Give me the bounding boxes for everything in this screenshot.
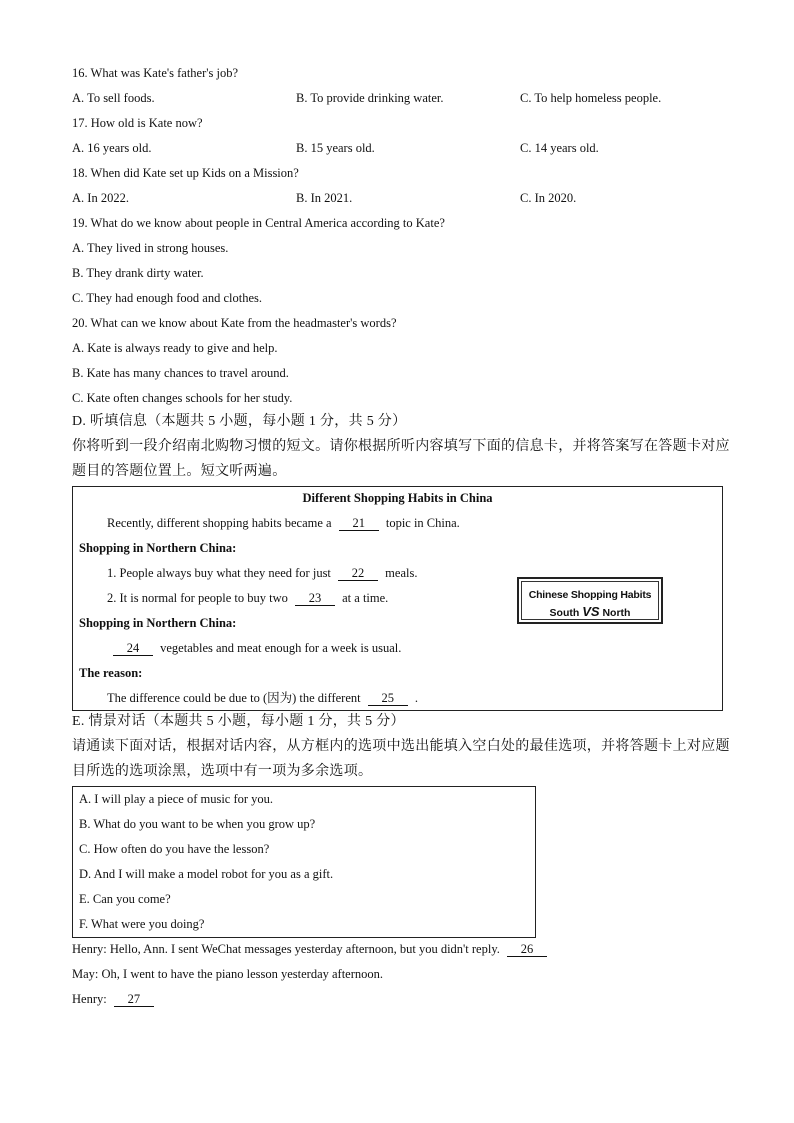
question-19: 19. What do we know about people in Central America according to Kate? bbox=[72, 216, 445, 230]
info-card-title: Different Shopping Habits in China bbox=[302, 491, 493, 505]
section-e-instruction-2: 目所选的选项涂黑，选项中有一项为多余选项。 bbox=[72, 764, 373, 779]
section-e-instruction-1: 请通读下面对话，根据对话内容，从方框内的选项中选出能填入空白处的最佳选项，并将答题卡上对应题 bbox=[72, 739, 730, 754]
info-card-intro bbox=[107, 515, 460, 531]
reason-heading: The reason: bbox=[79, 666, 143, 680]
option-c: C. How often do you have the lesson? bbox=[79, 842, 270, 856]
item1-text-pre: 1. People always buy what they need for just bbox=[107, 566, 331, 580]
section-d-instruction-1: 你将听到一段介绍南北购物习惯的短文。请你根据所听内容填写下面的信息卡，并将答案写在答题卡对应 bbox=[72, 439, 730, 454]
blank-23: 23 bbox=[295, 591, 335, 606]
q18-option-a: A. In 2022. bbox=[72, 191, 129, 205]
blank-26: 26 bbox=[507, 942, 547, 957]
q19-option-a: A. They lived in strong houses. bbox=[72, 241, 229, 255]
dialog-henry-2: Henry: bbox=[72, 992, 107, 1006]
vegetables-text: vegetables and meat enough for a week is usual. bbox=[160, 641, 402, 655]
option-b: B. What do you want to be when you grow up? bbox=[79, 817, 316, 831]
option-d: D. And I will make a model robot for you as a gift. bbox=[79, 867, 334, 881]
q16-option-b: B. To provide drinking water. bbox=[296, 91, 444, 105]
intro-text-pre: Recently, different shopping habits became a bbox=[107, 516, 332, 530]
stamp-frame bbox=[521, 581, 659, 620]
q16-option-c: C. To help homeless people. bbox=[520, 91, 662, 105]
north-heading: Shopping in Northern China: bbox=[79, 541, 237, 555]
section-e-heading: E. 情景对话（本题共 5 小题，每小题 1 分，共 5 分） bbox=[72, 714, 405, 729]
blank-24: 24 bbox=[113, 641, 153, 656]
question-20: 20. What can we know about Kate from the headmaster's words? bbox=[72, 316, 397, 330]
q17-option-b: B. 15 years old. bbox=[296, 141, 375, 155]
info-card-reason bbox=[107, 690, 418, 706]
dialog-line-1 bbox=[72, 941, 551, 957]
shopping-habits-stamp-image bbox=[517, 577, 663, 624]
q20-option-c: C. Kate often changes schools for her study. bbox=[72, 391, 293, 405]
question-18: 18. When did Kate set up Kids on a Mission? bbox=[72, 166, 299, 180]
item2-text-pre: 2. It is normal for people to buy two bbox=[107, 591, 288, 605]
stamp-subtitle bbox=[522, 604, 658, 619]
info-card-vegetables bbox=[113, 640, 401, 656]
q17-option-a: A. 16 years old. bbox=[72, 141, 152, 155]
dialog-henry-1: Henry: Hello, Ann. I sent WeChat messages yesterday afternoon, but you didn't reply. bbox=[72, 942, 500, 956]
reason-text-post: . bbox=[414, 691, 418, 705]
reason-text-pre: The difference could be due to (因为) the different bbox=[107, 691, 361, 705]
q17-option-c: C. 14 years old. bbox=[520, 141, 599, 155]
q20-option-a: A. Kate is always ready to give and help. bbox=[72, 341, 278, 355]
q18-option-b: B. In 2021. bbox=[296, 191, 353, 205]
stamp-north: North bbox=[602, 607, 631, 619]
q18-option-c: C. In 2020. bbox=[520, 191, 577, 205]
q20-option-b: B. Kate has many chances to travel around. bbox=[72, 366, 289, 380]
info-card-item-1 bbox=[107, 565, 417, 581]
item2-text-post: at a time. bbox=[342, 591, 389, 605]
q19-option-b: B. They drank dirty water. bbox=[72, 266, 204, 280]
dialog-line-3 bbox=[72, 991, 158, 1007]
blank-22: 22 bbox=[338, 566, 378, 581]
blank-27: 27 bbox=[114, 992, 154, 1007]
blank-25: 25 bbox=[368, 691, 408, 706]
section-d-heading: D. 听填信息（本题共 5 小题，每小题 1 分，共 5 分） bbox=[72, 414, 407, 429]
item1-text-post: meals. bbox=[385, 566, 418, 580]
question-16: 16. What was Kate's father's job? bbox=[72, 66, 239, 80]
stamp-south: South bbox=[549, 607, 580, 619]
option-e: E. Can you come? bbox=[79, 892, 171, 906]
stamp-vs: VS bbox=[582, 604, 600, 619]
dialog-line-2: May: Oh, I went to have the piano lesson yesterday afternoon. bbox=[72, 967, 384, 981]
blank-21: 21 bbox=[339, 516, 379, 531]
question-17: 17. How old is Kate now? bbox=[72, 116, 203, 130]
q16-option-a: A. To sell foods. bbox=[72, 91, 155, 105]
option-a: A. I will play a piece of music for you. bbox=[79, 792, 274, 806]
info-card-item-2 bbox=[107, 590, 388, 606]
north-heading-2: Shopping in Northern China: bbox=[79, 616, 237, 630]
q19-option-c: C. They had enough food and clothes. bbox=[72, 291, 263, 305]
option-f: F. What were you doing? bbox=[79, 917, 205, 931]
section-d-instruction-2: 题目的答题位置上。短文听两遍。 bbox=[72, 464, 287, 479]
intro-text-post: topic in China. bbox=[385, 516, 460, 530]
stamp-title: Chinese Shopping Habits bbox=[528, 589, 652, 601]
